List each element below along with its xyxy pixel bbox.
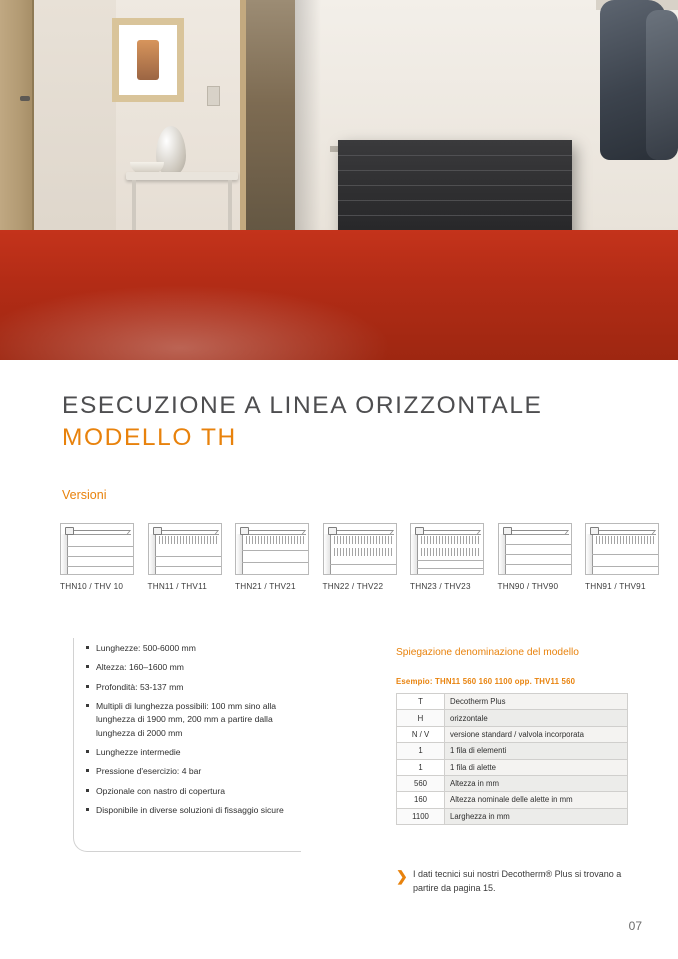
version-caption: THN91 / THV91 — [585, 582, 646, 591]
radiator-diagram-icon — [235, 523, 309, 575]
table-cell-code: 160 — [397, 792, 445, 808]
table-cell-code: 1100 — [397, 808, 445, 824]
chevron-right-icon: ❯ — [396, 868, 408, 884]
radiator-diagram-icon — [323, 523, 397, 575]
console-table — [126, 172, 238, 180]
table-cell-desc: 1 fila di alette — [445, 759, 628, 775]
version-item — [410, 523, 484, 591]
version-item — [235, 523, 309, 591]
table-row — [397, 792, 628, 808]
table-cell-desc: Altezza in mm — [445, 775, 628, 791]
list-item: Opzionale con nastro di copertura — [96, 785, 301, 798]
list-item: Profondità: 53-137 mm — [96, 681, 301, 694]
table-cell-code: N / V — [397, 726, 445, 742]
list-item: Disponibile in diverse soluzioni di fissaggio sicure — [96, 804, 301, 817]
version-item — [498, 523, 572, 591]
table-row — [397, 743, 628, 759]
page-number: 07 — [628, 919, 642, 933]
versions-row — [60, 523, 659, 591]
version-caption: THN21 / THV21 — [235, 582, 296, 591]
table-cell-desc: Altezza nominale delle alette in mm — [445, 792, 628, 808]
radiator-diagram-icon — [410, 523, 484, 575]
version-item — [323, 523, 397, 591]
table-cell-code: T — [397, 694, 445, 710]
table-cell-desc: orizzontale — [445, 710, 628, 726]
jacket-second — [646, 10, 678, 160]
versions-heading: Versioni — [62, 488, 107, 502]
version-caption: THN23 / THV23 — [410, 582, 471, 591]
model-key-heading: Spiegazione denominazione del modello — [396, 647, 579, 658]
picture-artwork — [137, 40, 159, 80]
table-cell-code: 560 — [397, 775, 445, 791]
table-row — [397, 694, 628, 710]
table-cell-desc: 1 fila di elementi — [445, 743, 628, 759]
cross-reference-note — [396, 868, 626, 895]
table-row — [397, 726, 628, 742]
door — [0, 0, 34, 260]
version-item — [148, 523, 222, 591]
table-row — [397, 775, 628, 791]
version-caption: THN90 / THV90 — [497, 582, 559, 591]
version-caption: THN11 / THV11 — [147, 582, 207, 591]
model-key-table — [396, 693, 628, 825]
door-opening — [240, 0, 302, 258]
radiator-diagram-icon — [498, 523, 572, 575]
page-subtitle: MODELLO TH — [62, 424, 237, 451]
model-key-example: Esempio: THN11 560 160 1100 opp. THV11 560 — [396, 677, 576, 686]
table-cell-desc: versione standard / valvola incorporata — [445, 726, 628, 742]
picture-frame — [112, 18, 184, 102]
floor-reflection — [0, 230, 678, 360]
table-cell-desc: Decotherm Plus — [445, 694, 628, 710]
list-item: Lunghezze: 500-6000 mm — [96, 642, 301, 655]
list-item: Multipli di lunghezza possibili: 100 mm sino alla lunghezza di 1900 mm, 200 mm a partire dalla lunghezza di 2000 mm — [96, 700, 301, 740]
version-item — [60, 523, 134, 591]
hero-photo — [0, 0, 678, 360]
radiator-diagram-icon — [60, 523, 134, 575]
table-row — [397, 759, 628, 775]
light-switch — [207, 86, 220, 106]
table-row — [397, 808, 628, 824]
table-cell-code: 1 — [397, 743, 445, 759]
door-handle — [20, 96, 30, 101]
version-caption: THN10 / THV 10 — [60, 582, 124, 591]
radiator-diagram-icon — [585, 523, 659, 575]
list-item: Pressione d'esercizio: 4 bar — [96, 765, 301, 778]
table-cell-desc: Larghezza in mm — [445, 808, 628, 824]
table-row — [397, 710, 628, 726]
cross-reference-text: I dati tecnici sui nostri Decotherm® Plus si trovano a partire da pagina 15. — [413, 869, 622, 893]
radiator-diagram-icon — [148, 523, 222, 575]
table-cell-code: H — [397, 710, 445, 726]
page-title: ESECUZIONE A LINEA ORIZZONTALE — [62, 392, 543, 419]
version-caption: THN22 / THV22 — [322, 582, 384, 591]
specs-list — [73, 638, 301, 852]
list-item: Lunghezze intermedie — [96, 746, 301, 759]
version-item — [585, 523, 659, 591]
list-item: Altezza: 160–1600 mm — [96, 661, 301, 674]
table-cell-code: 1 — [397, 759, 445, 775]
